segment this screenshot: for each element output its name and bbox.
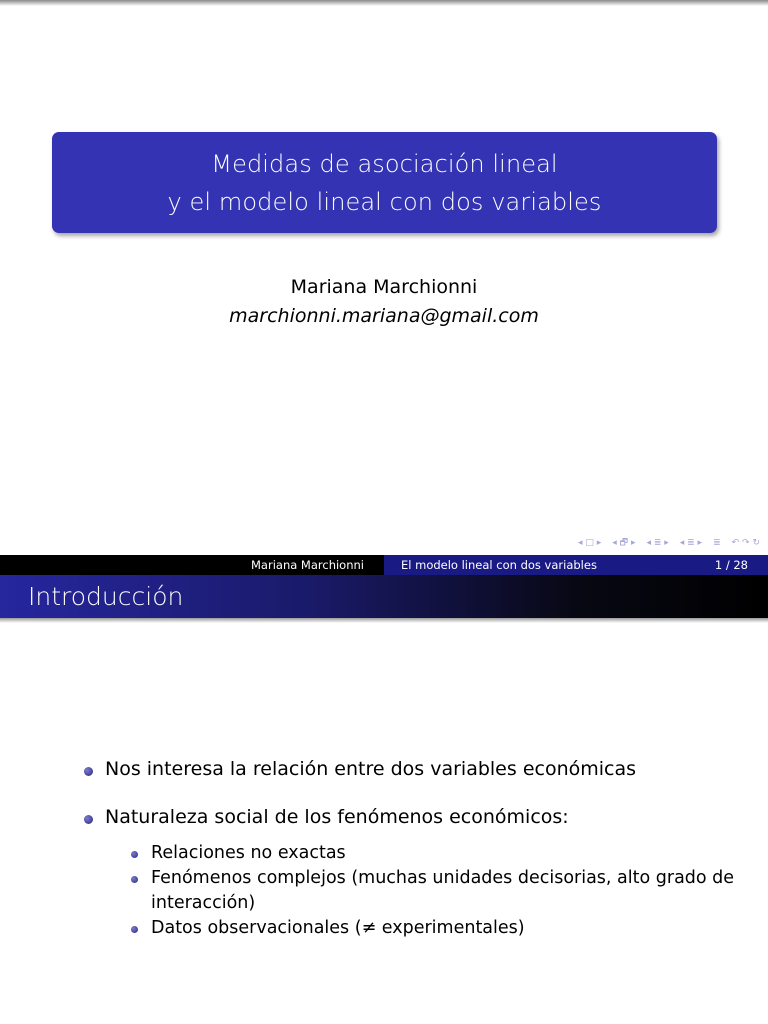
footline-author: Mariana Marchionni — [0, 555, 384, 575]
sub-bullet-item: Fenómenos complejos (muchas unidades decisorias, alto grado de interacción) — [131, 866, 744, 916]
navigation-symbols — [578, 536, 760, 550]
bullet-item: Naturaleza social de los fenómenos económicos: — [84, 803, 744, 831]
sub-bullet-item: Datos observacionales (≠ experimentales) — [131, 916, 744, 941]
top-shadow — [0, 0, 768, 6]
frame-title-shadow — [0, 618, 768, 623]
nav-slide-icon[interactable]: ◂ □ ▸ — [577, 538, 602, 548]
sub-bullet-item: Relaciones no exactas — [131, 841, 744, 866]
frame-title: Introducción — [0, 575, 768, 618]
nav-section-icon[interactable]: ◂ ≣ ▸ — [679, 538, 703, 548]
title-line-2: y el modelo lineal con dos variables — [167, 187, 602, 216]
nav-frame-icon[interactable]: ◂ 🗗 ▸ — [612, 538, 636, 548]
footline-short-title: El modelo lineal con dos variables — [401, 558, 597, 572]
author-email: marchionni.mariana@gmail.com — [229, 305, 539, 327]
nav-toc-icon[interactable]: ≣ — [713, 538, 721, 548]
footline-page-number: 1 / 28 — [714, 558, 748, 572]
footline — [0, 555, 768, 575]
title-block — [52, 132, 717, 233]
sub-bullet-list — [131, 841, 744, 941]
title-line-1: Medidas de asociación lineal — [211, 149, 558, 178]
footline-right — [384, 555, 768, 575]
bullet-item: Nos interesa la relación entre dos variables económicas — [84, 755, 744, 783]
bullet-list — [84, 755, 744, 941]
author-name: Mariana Marchionni — [290, 276, 478, 298]
nav-subsection-icon[interactable]: ◂ ≣ ▸ — [646, 538, 669, 548]
nav-back-search-icon[interactable]: ↶ ↷ ↻ — [731, 538, 760, 548]
